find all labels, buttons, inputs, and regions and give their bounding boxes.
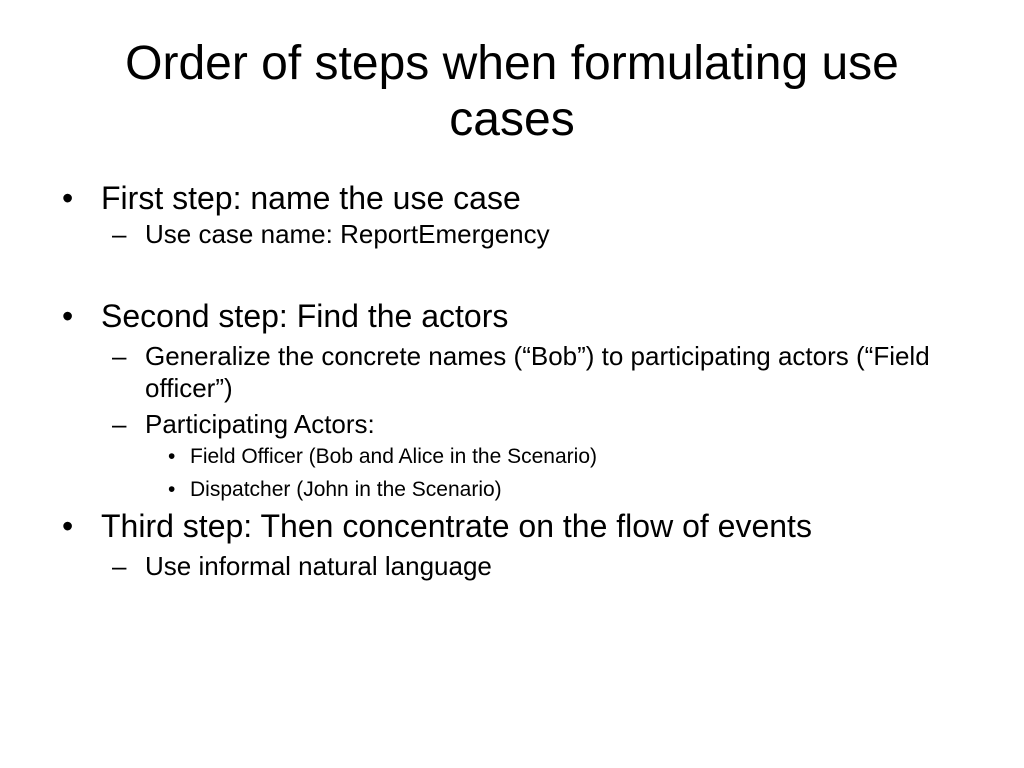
- dash-icon: –: [112, 409, 127, 439]
- sub-bullet-item: [62, 218, 962, 250]
- sub-bullet-text: Use informal natural language: [145, 551, 492, 581]
- bullet-icon: •: [62, 508, 74, 544]
- sub-sub-bullet-item: [62, 440, 962, 473]
- bullet-text: First step: name the use case: [101, 180, 521, 216]
- sub-bullet-item: [62, 550, 962, 582]
- bullet-icon: •: [168, 445, 176, 468]
- dash-icon: –: [112, 341, 127, 371]
- sub-sub-bullet-text: Dispatcher (John in the Scenario): [190, 478, 502, 501]
- bullet-icon: •: [62, 180, 74, 216]
- sub-bullet-text: Generalize the concrete names (“Bob”) to participating actors (“Field officer”): [145, 341, 930, 403]
- spacer: [62, 250, 962, 296]
- sub-bullet-item: [62, 408, 962, 440]
- slide-body: [62, 178, 962, 582]
- sub-bullet-text: Participating Actors:: [145, 409, 375, 439]
- slide-title: Order of steps when formulating use cases: [125, 37, 899, 146]
- sub-sub-bullet-item: [62, 473, 962, 506]
- bullet-item: [62, 296, 962, 336]
- bullet-text: Third step: Then concentrate on the flow of events: [101, 508, 812, 544]
- sub-sub-bullet-text: Field Officer (Bob and Alice in the Scenario): [190, 445, 597, 468]
- bullet-icon: •: [168, 478, 176, 501]
- dash-icon: –: [112, 219, 127, 249]
- sub-bullet-text: Use case name: ReportEmergency: [145, 219, 550, 249]
- dash-icon: –: [112, 551, 127, 581]
- bullet-icon: •: [62, 298, 74, 334]
- bullet-text: Second step: Find the actors: [101, 298, 509, 334]
- bullet-item: [62, 178, 962, 218]
- bullet-item: [62, 506, 962, 546]
- sub-bullet-item: [62, 340, 962, 404]
